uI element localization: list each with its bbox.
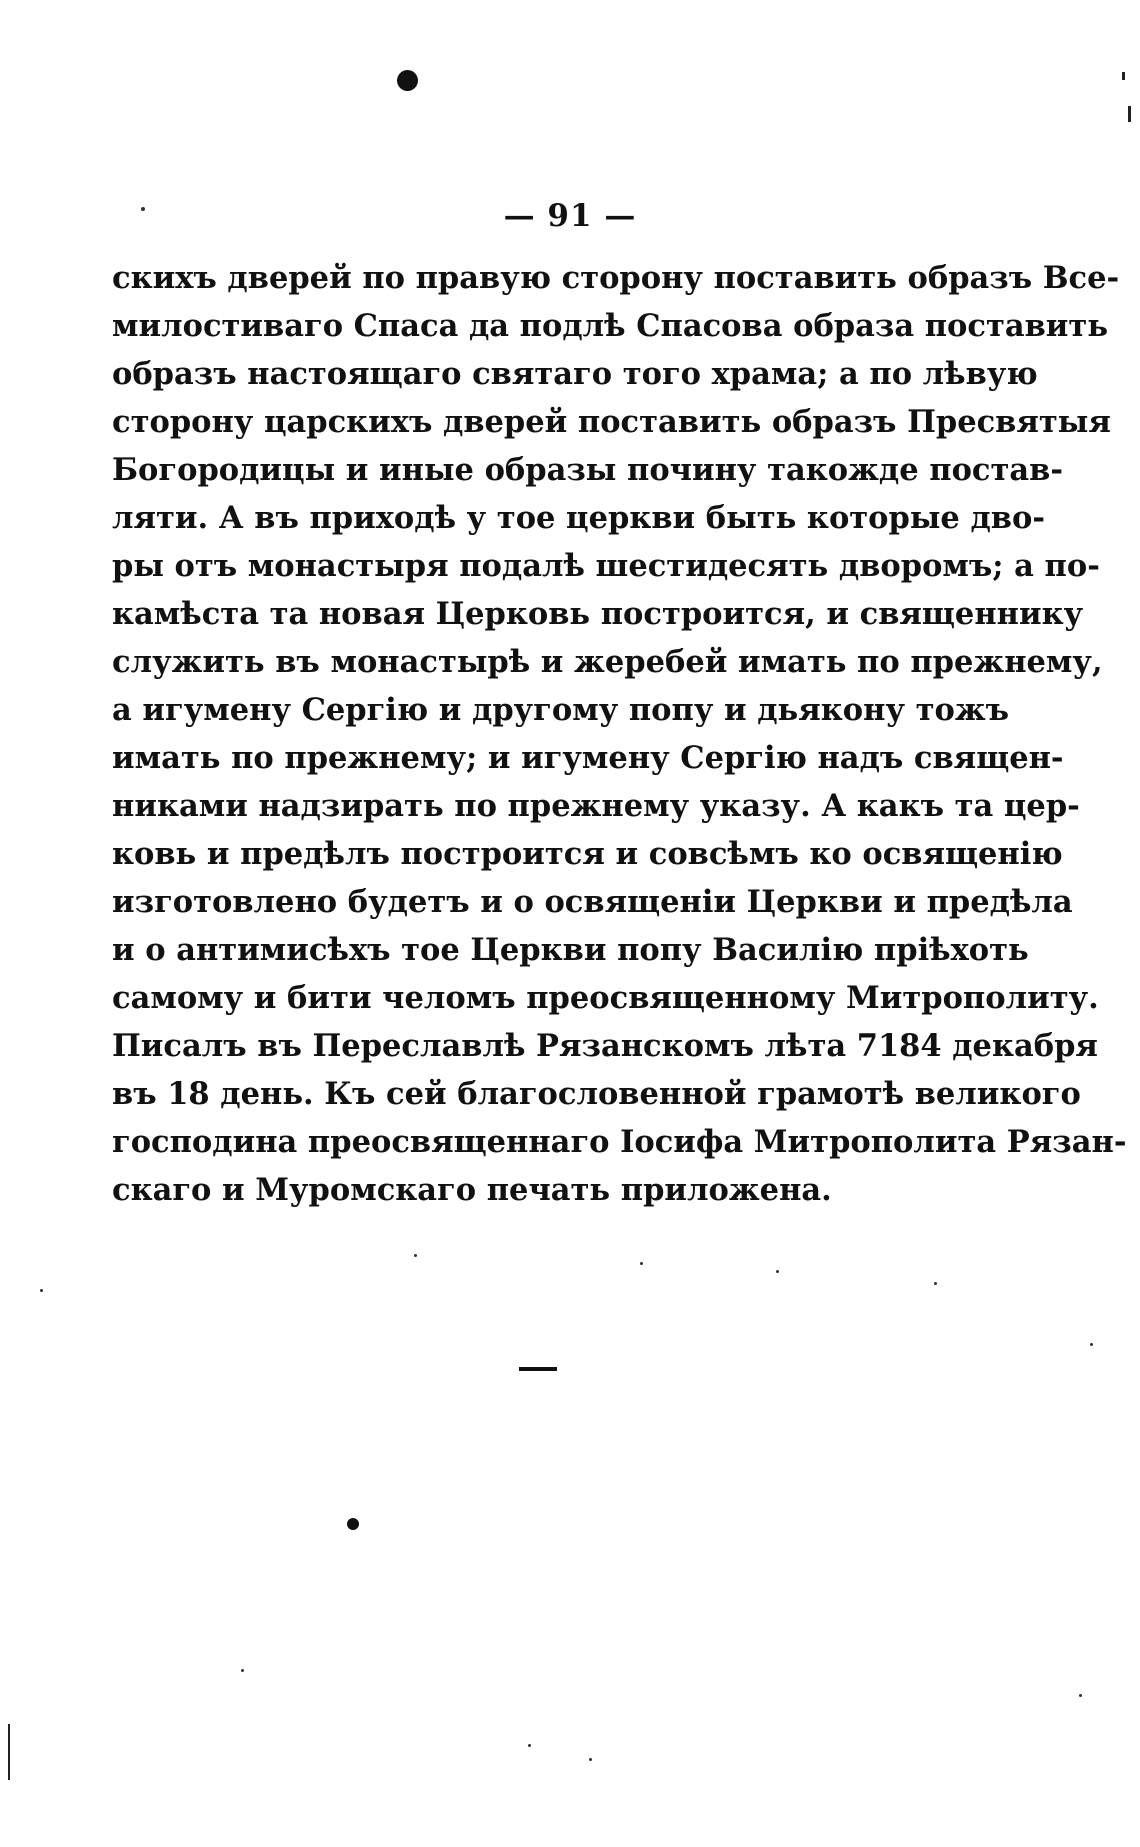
body-text	[112, 254, 1127, 1214]
speck	[640, 1262, 643, 1265]
text-line: сторону царскихъ дверей поставить образъ Пресвятыя	[112, 404, 1111, 440]
speck	[934, 1282, 937, 1285]
speck	[1079, 1694, 1082, 1697]
text-line: Богородицы и иные образы почину такожде постав-	[112, 452, 1064, 488]
ink-blot-bottom	[347, 1518, 359, 1530]
text-line: изготовлено будетъ и о освященіи Церкви и предѣла	[112, 884, 1073, 920]
text-line: образъ настоящаго святаго того храма; а по лѣвую	[112, 356, 1038, 392]
section-end-rule	[519, 1367, 557, 1371]
text-line: ры отъ монастыря подалѣ шестидесять дворомъ; а по-	[112, 548, 1100, 584]
text-line: Писалъ въ Переславлѣ Рязанскомъ лѣта 7184 декабря	[112, 1028, 1098, 1064]
speck	[40, 1289, 43, 1292]
text-line: милостиваго Спаса да подлѣ Спасова образа поставить	[112, 308, 1109, 344]
speck	[776, 1270, 779, 1273]
edge-mark	[1128, 106, 1131, 122]
text-line: а игумену Сергію и другому попу и дьякону тожъ	[112, 692, 1010, 728]
text-line-last: скаго и Муромскаго печать приложена.	[112, 1172, 832, 1208]
text-line: и о антимисѣхъ тое Церкви попу Василію пріѣхоть	[112, 932, 1029, 968]
speck	[241, 1669, 244, 1672]
speck	[589, 1758, 592, 1761]
edge-mark	[1122, 72, 1125, 80]
text-line: служить въ монастырѣ и жеребей имать по прежнему,	[112, 644, 1103, 680]
text-line: въ 18 день. Къ сей благословенной грамотѣ великого	[112, 1076, 1081, 1112]
speck	[1090, 1343, 1093, 1346]
speck	[414, 1254, 417, 1257]
speck	[528, 1744, 531, 1747]
text-line: господина преосвященнаго Іосифа Митрополита Рязан-	[112, 1124, 1127, 1160]
ink-blot-top	[397, 70, 418, 91]
text-line: никами надзирать по прежнему указу. А какъ та цер-	[112, 788, 1080, 824]
text-line: ковь и предѣлъ построится и совсѣмъ ко освященію	[112, 836, 1063, 872]
text-line: скихъ дверей по правую сторону поставить образъ Все-	[112, 260, 1120, 296]
edge-mark	[8, 1724, 10, 1780]
text-line: имать по прежнему; и игумену Сергію надъ священ-	[112, 740, 1064, 776]
page-number: — 91 —	[503, 198, 637, 234]
text-line: самому и бити челомъ преосвященному Митрополиту.	[112, 980, 1099, 1016]
text-line: камѣста та новая Церковь построится, и священнику	[112, 596, 1084, 632]
text-line: ляти. А въ приходѣ у тое церкви быть которые дво-	[112, 500, 1045, 536]
